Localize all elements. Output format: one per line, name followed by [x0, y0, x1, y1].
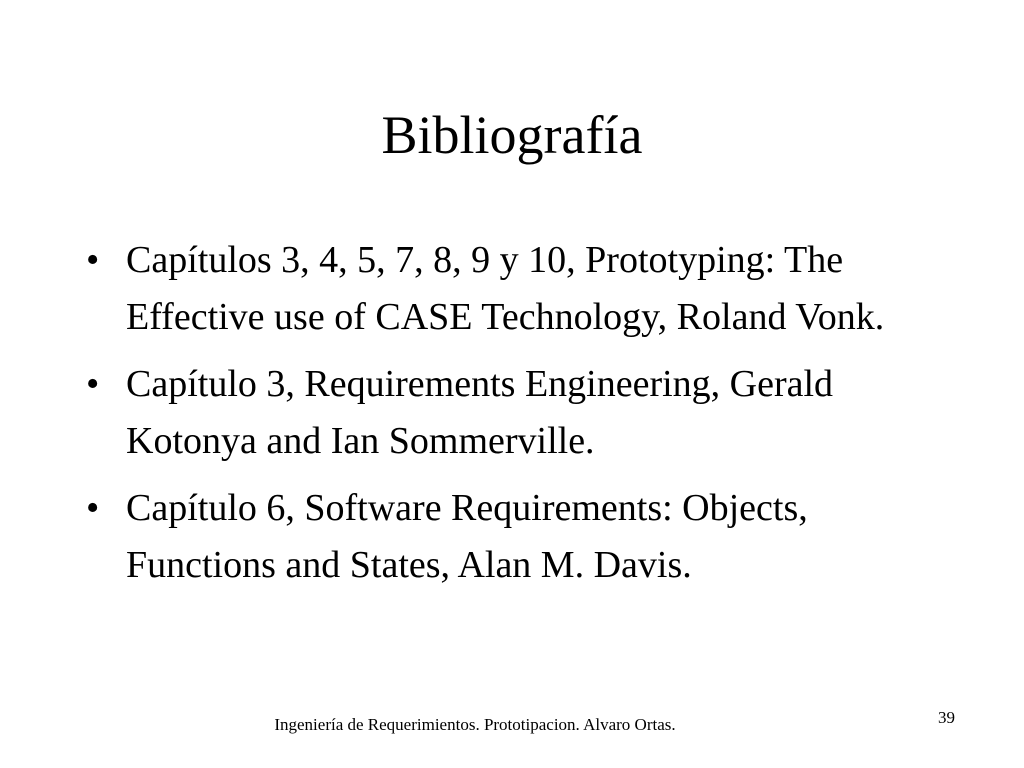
page-number: 39	[938, 708, 955, 727]
bullet-icon: •	[86, 487, 100, 529]
bibliography-list	[80, 232, 960, 604]
bibliography-item-text: Capítulos 3, 4, 5, 7, 8, 9 y 10, Prototyping: The Effective use of CASE Technology, Roland Vonk.	[126, 239, 885, 338]
bibliography-item	[80, 480, 960, 594]
bullet-icon: •	[86, 363, 100, 405]
bibliography-item	[80, 356, 960, 470]
bibliography-item-text: Capítulo 3, Requirements Engineering, Gerald Kotonya and Ian Sommerville.	[126, 363, 834, 462]
bullet-icon: •	[86, 239, 100, 281]
bibliography-item-text: Capítulo 6, Software Requirements: Objects, Functions and States, Alan M. Davis.	[126, 487, 808, 586]
slide-title: Bibliografía	[381, 105, 643, 165]
bibliography-item	[80, 232, 960, 346]
slide-footer: Ingeniería de Requerimientos. Prototipacion. Alvaro Ortas.	[274, 715, 676, 734]
